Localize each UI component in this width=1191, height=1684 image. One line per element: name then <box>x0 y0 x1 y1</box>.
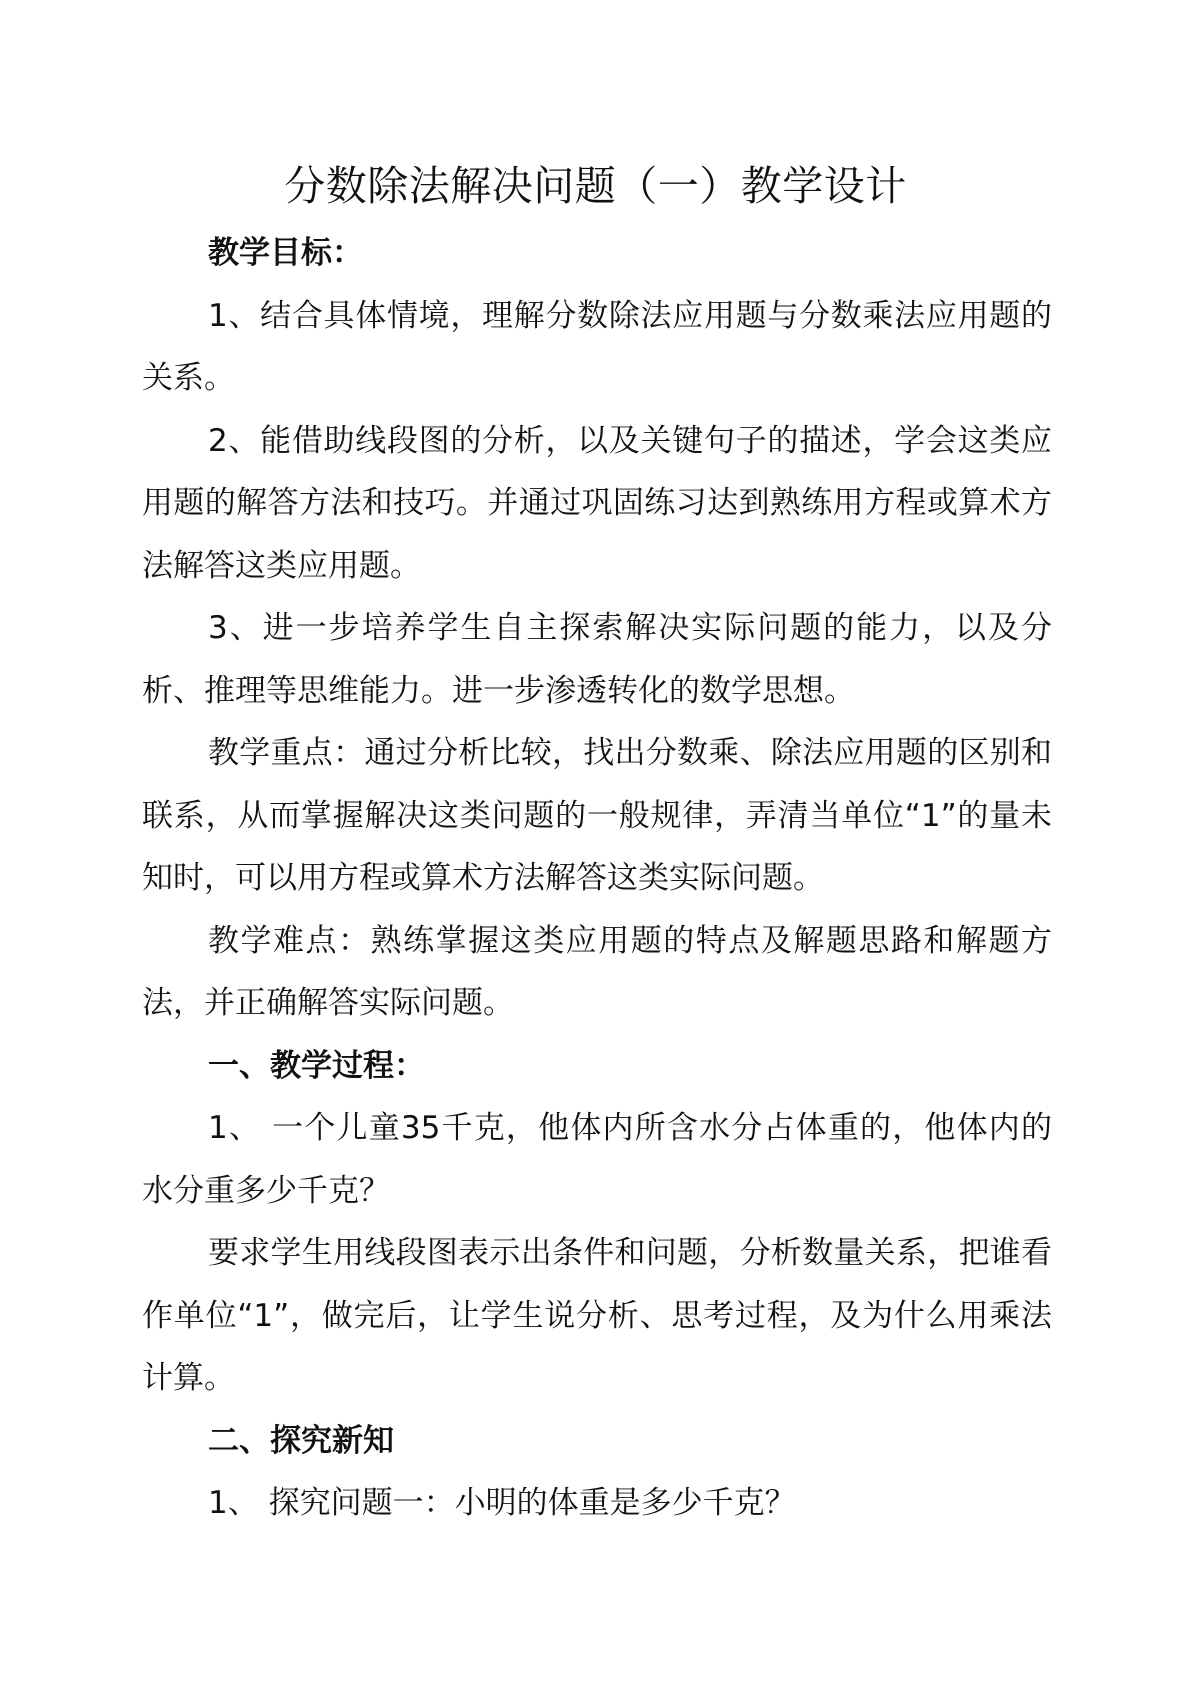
teaching-key-point: 教学重点：通过分析比较，找出分数乘、除法应用题的区别和联系，从而掌握解决这类问题的一般规律，弄清当单位“1”的量未知时，可以用方程或算术方法解答这类实际问题。 <box>142 735 1052 896</box>
explore-item-1: 1、 探究问题一：小明的体重是多少千克？ <box>208 1485 796 1521</box>
process-instruction: 要求学生用线段图表示出条件和问题，分析数量关系，把谁看作单位“1”，做完后，让学生说分析、思考过程，及为什么用乘法计算。 <box>142 1235 1052 1396</box>
objective-item-3: 3、进一步培养学生自主探索解决实际问题的能力，以及分析、推理等思维能力。进一步渗透转化的数学思想。 <box>142 610 1052 709</box>
section-heading-process: 一、教学过程： <box>208 1047 425 1084</box>
process-item-1: 1、 一个儿童35千克，他体内所含水分占体重的，他体内的水分重多少千克？ <box>142 1110 1052 1209</box>
section-heading-objectives: 教学目标： <box>208 235 363 271</box>
document-title: 分数除法解决问题（一）教学设计 <box>284 162 907 210</box>
document-body <box>142 222 1052 1535</box>
teaching-difficulty: 教学难点：熟练掌握这类应用题的特点及解题思路和解题方法，并正确解答实际问题。 <box>142 922 1052 1021</box>
objective-item-2: 2、能借助线段图的分析，以及关键句子的描述，学会这类应用题的解答方法和技巧。并通过巩固练习达到熟练用方程或算术方法解答这类应用题。 <box>142 422 1052 584</box>
section-heading-explore: 二、探究新知 <box>208 1422 394 1459</box>
objective-item-1: 1、结合具体情境，理解分数除法应用题与分数乘法应用题的关系。 <box>142 297 1052 396</box>
